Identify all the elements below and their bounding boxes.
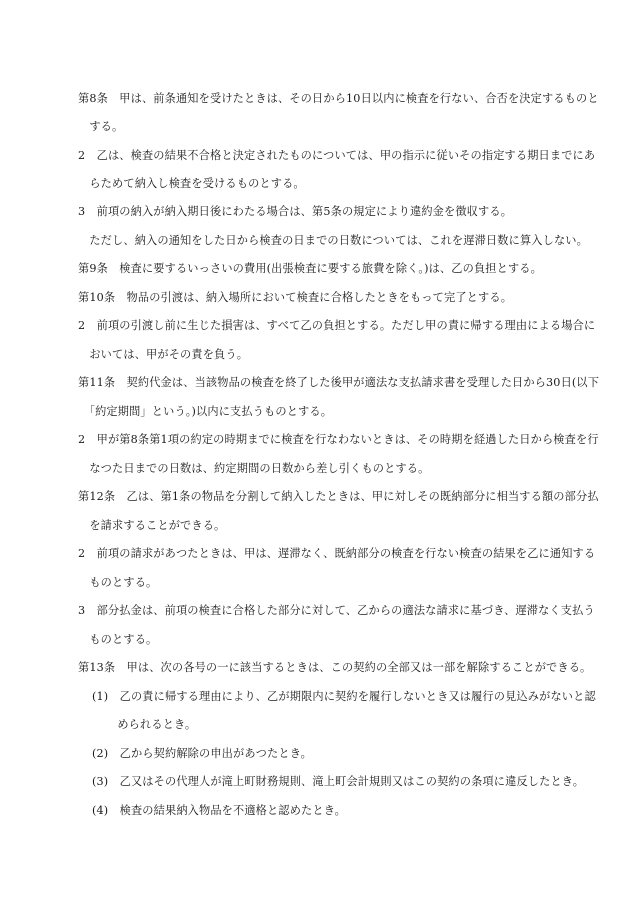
article-12-para-2-line-2: ものとする。 — [78, 576, 158, 589]
article-8-line-2: する。 — [78, 120, 124, 133]
article-13-item-1-line-1: (1) 乙の責に帰する理由により、乙が期限内に契約を履行しないとき又は履行の見込みがないと認 — [92, 690, 596, 703]
article-9: 第9条 検査に要するいっさいの費用(出張検査に要する旅費を除く。)は、乙の負担とする。 — [78, 262, 542, 275]
article-13-item-1-line-2: められるとき。 — [106, 718, 197, 731]
article-8-para-3-line-1: 3 前項の納入が納入期日後にわたる場合は、第5条の規定により違約金を徴収する。 — [78, 205, 513, 218]
article-11-line-2: 「約定期間」という。)以内に支払うものとする。 — [78, 405, 333, 418]
article-10-para-2-line-2: おいては、甲がその責を負う。 — [78, 348, 249, 361]
article-8-para-2-line-2: らためて納入し検査を受けるものとする。 — [78, 177, 305, 190]
article-8-para-2-line-1: 2 乙は、検査の結果不合格と決定されたものについては、甲の指示に従いその指定する期日までにあ — [78, 149, 596, 162]
article-12-para-3-line-2: ものとする。 — [78, 633, 158, 646]
article-12-para-3-line-1: 3 部分払金は、前項の検査に合格した部分に対して、乙からの適法な請求に基づき、遅滞なく支払う — [78, 604, 595, 617]
article-13-item-2: (2) 乙から契約解除の申出があつたとき。 — [92, 747, 312, 760]
article-12-line-2: を請求することができる。 — [78, 519, 226, 532]
article-10: 第10条 物品の引渡は、納入場所において検査に合格したときをもって完了とする。 — [78, 291, 513, 304]
article-8-para-3-line-2: ただし、納入の通知をした日から検査の日までの日数については、これを遅滞日数に算入しない。 — [78, 234, 588, 247]
article-10-para-2-line-1: 2 前項の引渡し前に生じた損害は、すべて乙の負担とする。ただし甲の責に帰する理由による場合に — [78, 319, 596, 332]
article-12-line-1: 第12条 乙は、第1条の物品を分割して納入したときは、甲に対しその既納部分に相当する額の部分払 — [78, 490, 599, 503]
article-13-item-4: (4) 検査の結果納入物品を不適格と認めたとき。 — [92, 804, 346, 817]
article-11-para-2-line-2: なつた日までの日数は、約定期間の日数から差し引くものとする。 — [78, 462, 430, 475]
article-11-para-2-line-1: 2 甲が第8条第1項の約定の時期までに検査を行なわないときは、その時期を経過した日から検査を行 — [78, 433, 599, 446]
article-8-line-1: 第8条 甲は、前条通知を受けたときは、その日から10日以内に検査を行ない、合否を決定するものと — [78, 92, 599, 105]
article-12-para-2-line-1: 2 前項の請求があつたときは、甲は、遅滞なく、既納部分の検査を行ない検査の結果を乙に通知する — [78, 547, 596, 560]
article-13-item-3: (3) 乙又はその代理人が滝上町財務規則、滝上町会計規則又はこの契約の条項に違反したとき。 — [92, 775, 585, 788]
article-11-line-1: 第11条 契約代金は、当該物品の検査を終了した後甲が適法な支払請求書を受理した日から30日(以下 — [78, 376, 600, 389]
article-13: 第13条 甲は、次の各号の一に該当するときは、この契約の全部又は一部を解除することができる。 — [78, 661, 592, 674]
